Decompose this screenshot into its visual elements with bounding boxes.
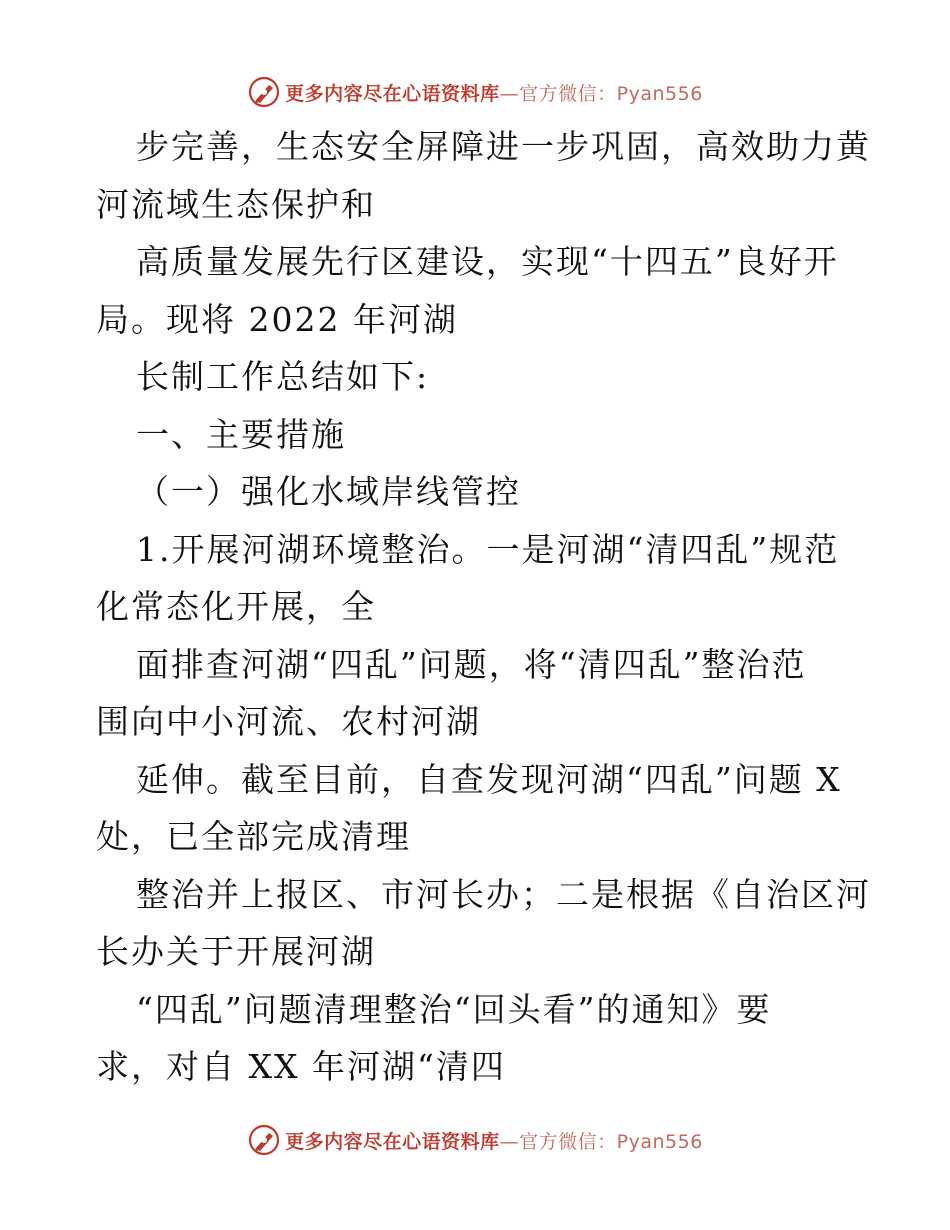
paragraph-line: 局。现将 2022 年河湖 xyxy=(96,299,458,339)
paragraph-line: 求，对自 XX 年河湖“清四 xyxy=(96,1047,506,1086)
paragraph-line: 处，已全部完成清理 xyxy=(96,817,411,856)
paragraph-line: 河流域生态保护和 xyxy=(96,184,376,224)
paragraph-line: 延伸。截至目前，自查发现河湖“四乱”问题 X xyxy=(136,759,842,799)
paragraph-line: 长制工作总结如下: xyxy=(136,357,430,396)
paragraph-line: 面排查河湖“四乱”问题，将“清四乱”整治范 xyxy=(136,644,807,684)
footer-watermark-banner xyxy=(0,1120,950,1160)
paragraph-line: 一、主要措施 xyxy=(136,414,346,454)
paragraph-line: 步完善，生态安全屏障进一步巩固，高效助力黄 xyxy=(136,127,871,166)
pen-logo-icon xyxy=(247,75,281,109)
paragraph-line: 高质量发展先行区建设，实现“十四五”良好开 xyxy=(136,242,839,281)
paragraph-line: “四乱”问题清理整治“回头看”的通知》要 xyxy=(136,989,772,1029)
paragraph-line: 长办关于开展河湖 xyxy=(96,932,376,971)
banner-main-text: 更多内容尽在心语资料库 xyxy=(285,82,500,105)
paragraph-line: （一）强化水域岸线管控 xyxy=(136,472,521,511)
header-watermark-banner xyxy=(0,72,950,112)
paragraph-line: 围向中小河流、农村河湖 xyxy=(96,702,481,741)
paragraph-line: 整治并上报区、市河长办；二是根据《自治区河 xyxy=(136,874,871,914)
banner-sub-text: —官方微信：Pyan556 xyxy=(499,1130,703,1153)
banner-main-text: 更多内容尽在心语资料库 xyxy=(285,1130,500,1153)
document-body xyxy=(96,118,871,1096)
pen-logo-icon xyxy=(247,1123,281,1157)
paragraph-line: 化常态化开展，全 xyxy=(96,587,376,626)
paragraph-line: 1.开展河湖环境整治。一是河湖“清四乱”规范 xyxy=(136,529,840,569)
banner-sub-text: —官方微信：Pyan556 xyxy=(499,82,703,105)
